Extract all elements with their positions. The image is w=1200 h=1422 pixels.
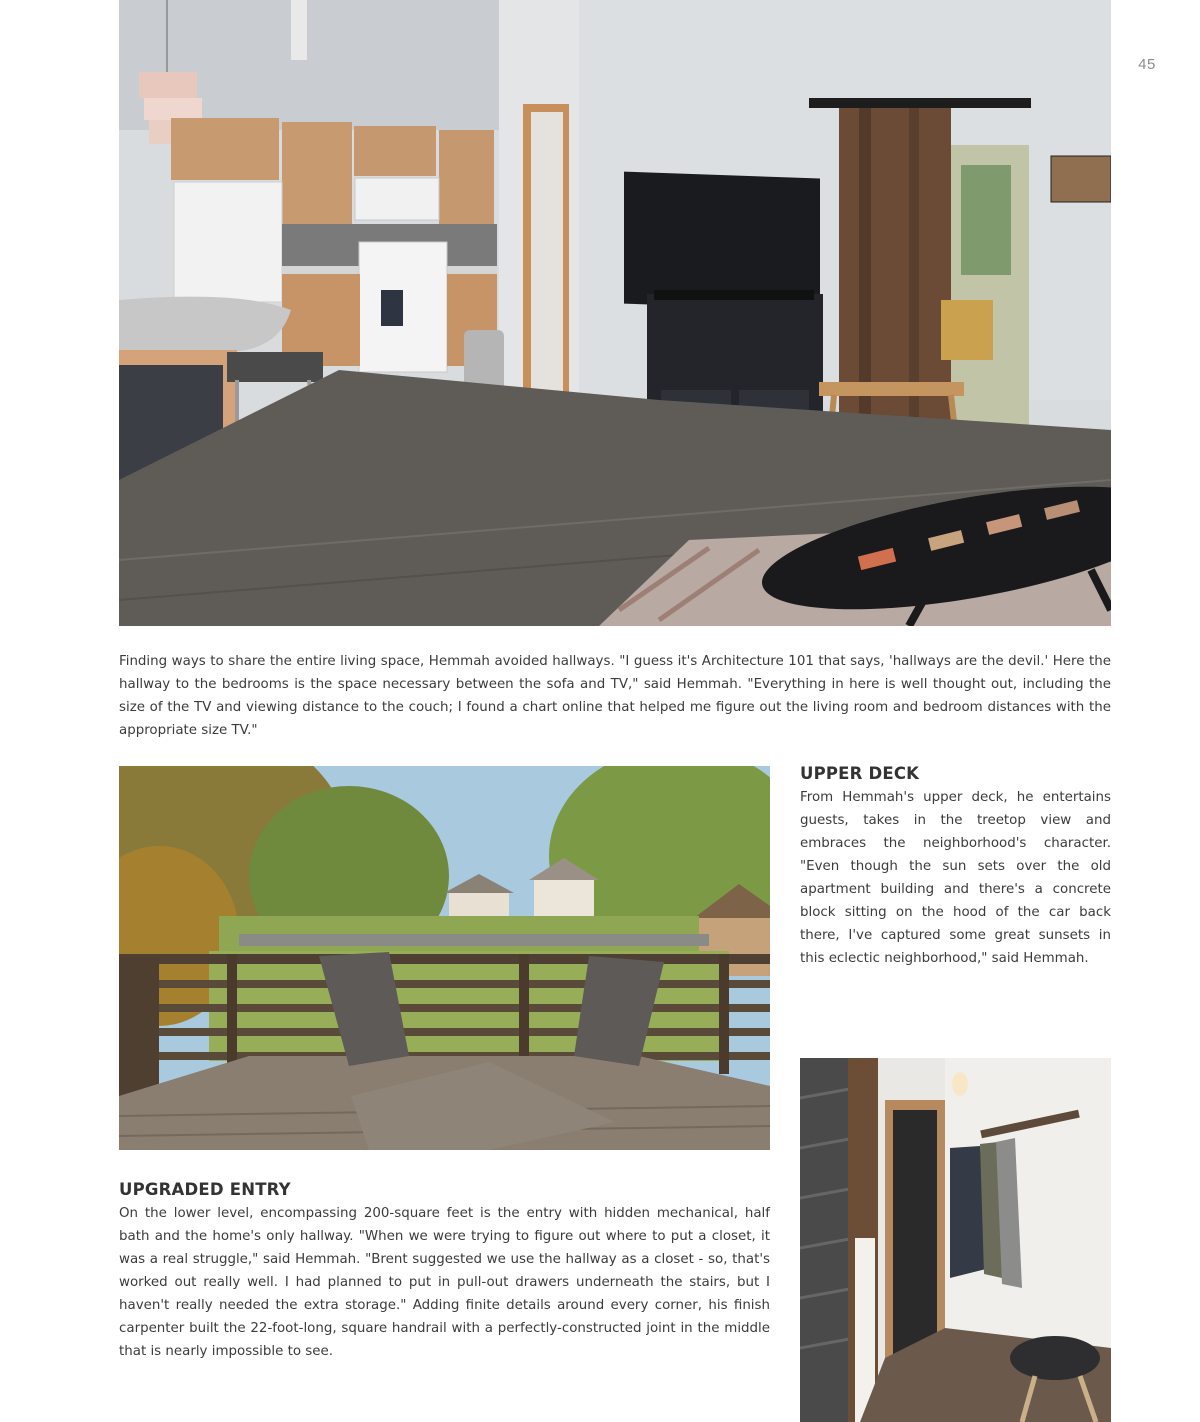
upper-deck-text: From Hemmah's upper deck, he entertains guests, takes in the treetop view and embraces the neighborhood's character. "Even though the sun sets over the old apartment building and there's a concrete block sitting on the hood of the car back there, I've captured some great sunsets in this eclectic neighborhood," said Hemmah. [800, 790, 1111, 966]
upper-deck-photo [119, 766, 770, 1150]
living-room-photo [119, 0, 1111, 626]
main-caption: Finding ways to share the entire living space, Hemmah avoided hallways. "I guess it's Architecture 101 that says, 'hallways are the devil.' Here the hallway to the bedrooms is the space necessary between the sofa and TV," said Hemmah. "Everything in here is well thought out, including the size of the TV and viewing distance to the couch; I found a chart online that helped me figure out the living room and bedroom distances with the appropriate size TV." [119, 654, 1111, 738]
upper-deck-heading: UPPER DECK [800, 764, 920, 783]
upgraded-entry-text: On the lower level, encompassing 200-square feet is the entry with hidden mechanical, half bath and the home's only hallway. "When we were trying to figure out where to put a closet, it was a real struggle," said Hemmah. "Brent suggested we use the hallway as a closet - so, that's worked out really well. I had planned to put in pull-out drawers underneath the stairs, but I haven't really needed the extra storage." Adding finite details around every corner, his finish carpenter built the 22-foot-long, square handrail with a perfectly-constructed joint in the middle that is nearly impossible to see. [119, 1206, 770, 1359]
upgraded-entry-heading: UPGRADED ENTRY [119, 1180, 291, 1199]
entry-hallway-photo [800, 1058, 1111, 1422]
page-number: 45 [1138, 56, 1156, 73]
